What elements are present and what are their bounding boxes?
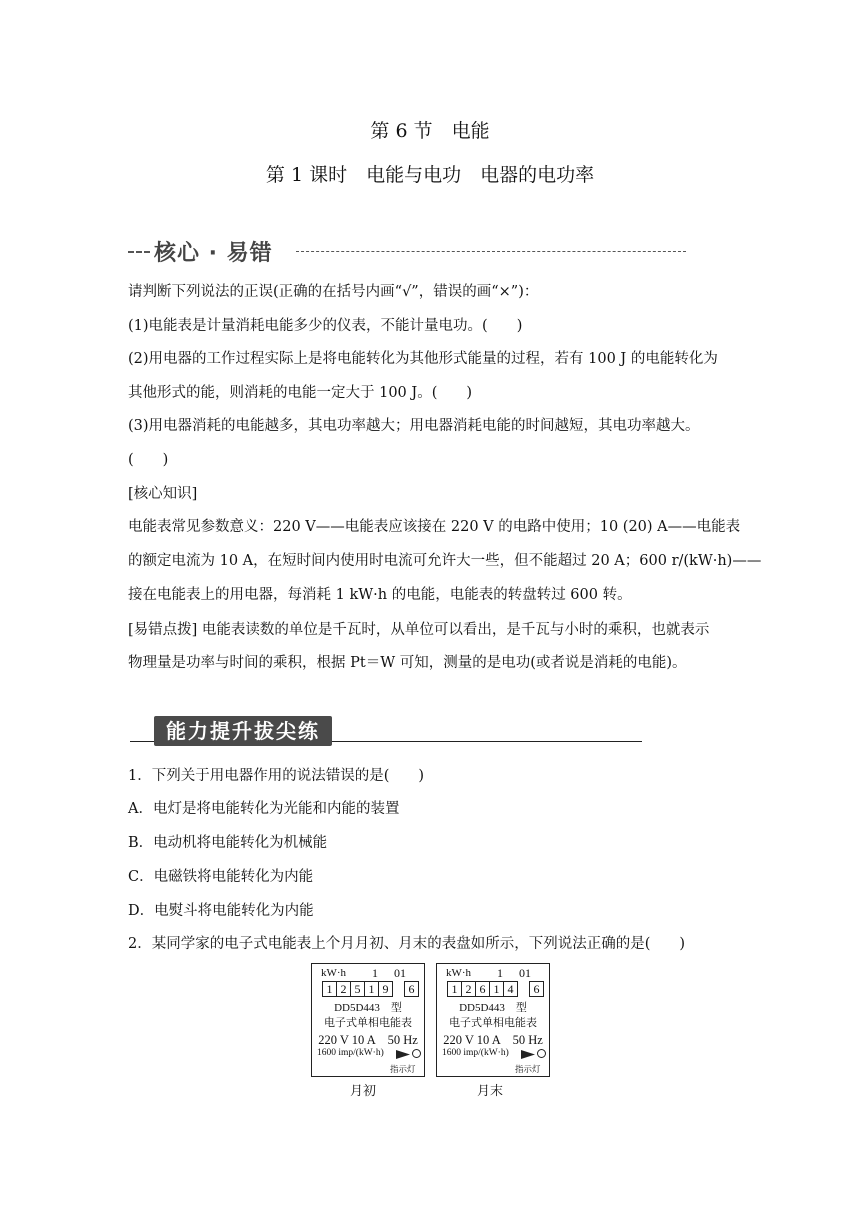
meter-digit: 2	[461, 981, 476, 997]
core-errors-section-header	[128, 236, 698, 266]
error-tip-line-2: 物理量是功率与时间的乘积，根据 Pt＝W 可知，测量的是电功(或者说是消耗的电能)。	[128, 655, 687, 671]
meter-imp-rate: 1600 imp/(kW·h)	[442, 1048, 509, 1058]
meter-caption-start: 月初	[350, 1084, 377, 1099]
meter-digits	[447, 981, 543, 996]
meter-digit: 5	[350, 981, 365, 997]
option-c: C．电磁铁将电能转化为内能	[128, 869, 314, 885]
indicator-arrow-icon	[521, 1050, 535, 1059]
error-tip-line-1: [易错点拨] 电能表读数的单位是千瓦时，从单位可以看出，是千瓦与小时的乘积，也就表示	[128, 622, 710, 638]
instruction-text: 请判断下列说法的正误(正确的在括号内画“√”，错误的画“×”)：	[128, 284, 539, 300]
section-title: 第 6 节 电能	[370, 120, 490, 142]
meter-model: DD5D443 型	[459, 1002, 527, 1014]
statement-1: (1)电能表是计量消耗电能多少的仪表，不能计量电功。( )	[128, 318, 523, 334]
energy-meter-start	[311, 963, 425, 1077]
option-a: A．电灯是将电能转化为光能和内能的装置	[128, 801, 400, 817]
statement-2-line-1: (2)用电器的工作过程实际上是将电能转化为其他形式能量的过程，若有 100 J 的电能转化为	[128, 351, 718, 367]
meter-spec: 220 V 10 A 50 Hz	[318, 1033, 418, 1047]
option-d: D．电熨斗将电能转化为内能	[128, 903, 314, 919]
core-knowledge-line-1: 电能表常见参数意义：220 V——电能表应该接在 220 V 的电路中使用；10 (20) A——电能表	[128, 519, 741, 535]
statement-3-brackets: ( )	[128, 452, 169, 468]
meter-name: 电子式单相电能表	[449, 1017, 537, 1029]
meter-marker: 1	[497, 966, 503, 980]
meter-digit: 1	[489, 981, 504, 997]
indicator-light-icon	[412, 1049, 421, 1058]
question-1: 1．下列关于用电器作用的说法错误的是( )	[128, 768, 425, 784]
meter-digit: 1	[322, 981, 337, 997]
meter-marker: 01	[519, 966, 531, 980]
meter-unit: kW·h	[321, 967, 347, 979]
meter-digit: 1	[364, 981, 379, 997]
meter-marker: 1	[372, 966, 378, 980]
meter-unit: kW·h	[446, 967, 472, 979]
core-knowledge-heading: [核心知识]	[128, 486, 198, 502]
meter-spec: 220 V 10 A 50 Hz	[443, 1033, 543, 1047]
lesson-subtitle: 第 1 课时 电能与电功 电器的电功率	[265, 164, 595, 186]
meter-marker: 01	[394, 966, 406, 980]
indicator-label: 指示灯	[515, 1064, 541, 1074]
meter-digit: 1	[447, 981, 462, 997]
energy-meter-end	[436, 963, 550, 1077]
header-lead-dash	[128, 251, 150, 253]
statement-2-line-2: 其他形式的能，则消耗的电能一定大于 100 J。( )	[128, 385, 473, 401]
meter-decimal-digit: 6	[529, 981, 544, 997]
indicator-label: 指示灯	[390, 1064, 416, 1074]
header-dashed-rule	[296, 251, 686, 252]
section-header-label: 核心 · 易错	[154, 241, 273, 266]
meter-imp-rate: 1600 imp/(kW·h)	[317, 1048, 384, 1058]
statement-3: (3)用电器消耗的电能越多，其电功率越大；用电器消耗电能的时间越短，其电功率越大。	[128, 418, 700, 434]
meter-digits	[322, 981, 418, 996]
meter-digit: 2	[336, 981, 351, 997]
section-header-label: 能力提升拔尖练	[154, 716, 332, 746]
ability-practice-section-header	[130, 716, 642, 750]
meter-caption-end: 月末	[477, 1084, 504, 1099]
meter-decimal-digit: 6	[404, 981, 419, 997]
meter-digit: 6	[475, 981, 490, 997]
meter-model: DD5D443 型	[334, 1002, 402, 1014]
indicator-arrow-icon	[396, 1050, 410, 1059]
indicator-light-icon	[537, 1049, 546, 1058]
option-b: B．电动机将电能转化为机械能	[128, 835, 328, 851]
meter-digit: 4	[503, 981, 518, 997]
core-knowledge-line-3: 接在电能表上的用电器，每消耗 1 kW·h 的电能，电能表的转盘转过 600 转。	[128, 587, 632, 603]
meter-digit: 9	[378, 981, 393, 997]
question-2: 2．某同学家的电子式电能表上个月月初、月末的表盘如所示，下列说法正确的是( )	[128, 936, 686, 952]
meter-name: 电子式单相电能表	[324, 1017, 412, 1029]
core-knowledge-line-2: 的额定电流为 10 A，在短时间内使用时电流可允许大一些，但不能超过 20 A；600 r/(kW·h)——	[128, 553, 762, 569]
